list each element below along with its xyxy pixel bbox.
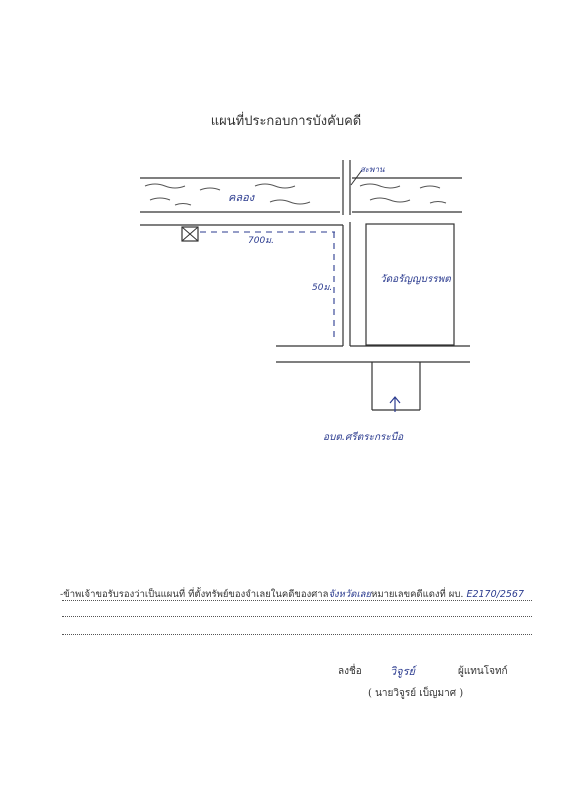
property-marker-icon — [182, 227, 198, 241]
obt-label: อบต.ศรีตระกระบือ — [323, 432, 404, 443]
bridge-label: สะพาน — [360, 165, 385, 174]
certification-text-before: -ข้าพเจ้าขอรับรองว่าเป็นแผนที่ ที่ตั้งทรัพย์ของจำเลยในคดีของศาล — [60, 589, 329, 600]
road — [140, 222, 470, 362]
dotted-line — [62, 616, 532, 617]
canal-right — [352, 178, 462, 212]
sign-label: ลงชื่อ — [338, 666, 362, 677]
distance-horizontal: 700ม. — [248, 236, 274, 246]
court-name: จังหวัดเลย — [328, 589, 372, 600]
temple-label: วัดอรัญญบรรพต — [380, 274, 451, 285]
dotted-line — [62, 600, 532, 601]
signature: วิจูรย์ — [390, 665, 415, 678]
signer-role: ผู้แทนโจทก์ — [458, 666, 508, 677]
map-title: แผนที่ประกอบการบังคับคดี — [210, 114, 362, 129]
certification-text-middle: หมายเลขคดีแดงที่ ผบ. — [371, 589, 464, 600]
obt-building — [372, 362, 420, 410]
property-map — [0, 150, 572, 460]
dotted-line — [62, 634, 532, 635]
canal-label: คลอง — [228, 191, 255, 204]
distance-vertical: 50ม. — [312, 283, 333, 293]
printed-name: ( นายวิจูรย์ เบ็ญมาศ ) — [368, 688, 464, 699]
case-number: E2170/2567 — [466, 589, 525, 600]
